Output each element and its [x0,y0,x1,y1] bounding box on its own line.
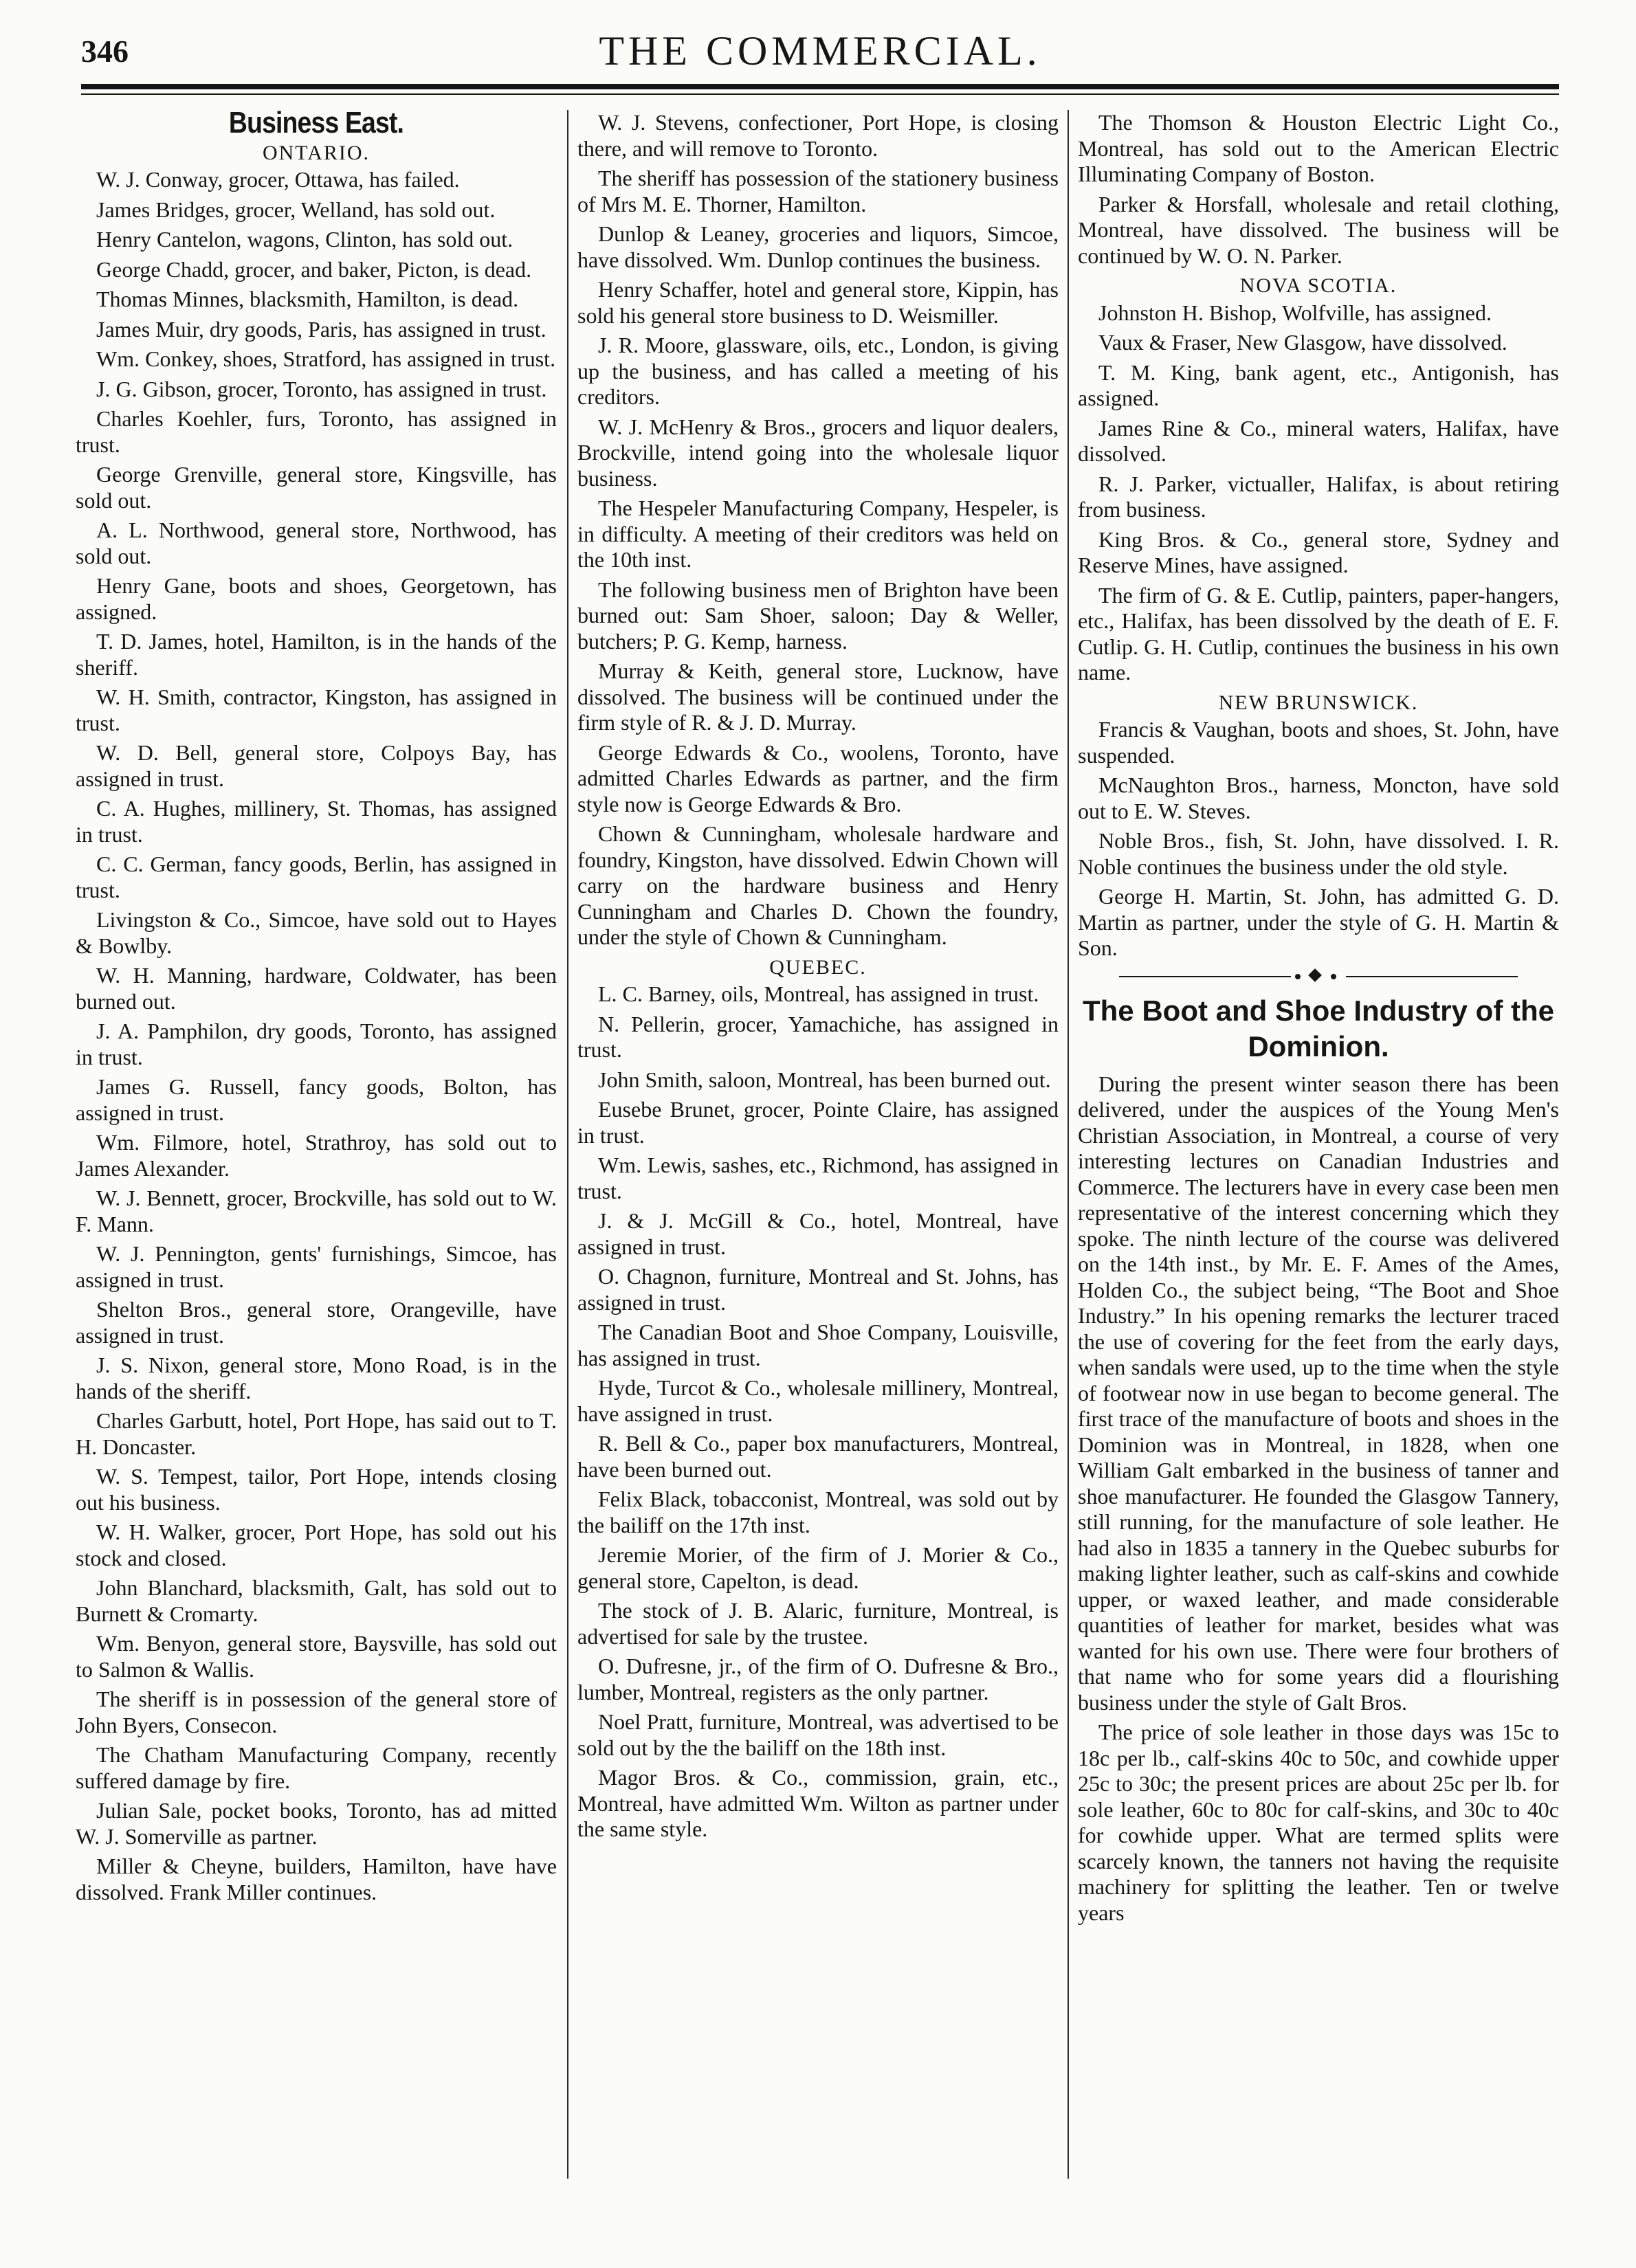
masthead-rule-thin [81,93,1559,95]
notice-item: W. S. Tempest, tailor, Port Hope, intends closing out his business. [76,1464,557,1515]
masthead-rule-thick [81,84,1559,89]
notice-item: R. J. Parker, victualler, Halifax, is about retiring from business. [1078,471,1559,522]
notice-item: Julian Sale, pocket books, Toronto, has ad mitted W. J. Somerville as partner. [76,1798,557,1849]
quebec-notices [577,981,1059,1843]
notice-item: W. J. Stevens, confectioner, Port Hope, is closing there, and will remove to Toronto. [577,110,1059,161]
article-body [1078,1071,1559,1926]
notice-item: The sheriff has possession of the stationery business of Mrs M. E. Thorner, Hamilton. [577,166,1059,216]
notice-item: C. A. Hughes, millinery, St. Thomas, has assigned in trust. [76,796,557,847]
notice-item: George Edwards & Co., woolens, Toronto, have admitted Charles Edwards as partner, and the firm style now is George Edwards & Bro. [577,740,1059,816]
article-paragraph: The price of sole leather in those days was 15c to 18c per lb., calf-skins 40c to 50c, and cowhide upper 25c to 30c; the present prices are about 25c per lb. for sole leather, 60c to 80c for calf-skins, and 30c to 40c for cowhide upper. What are termed splits were scarcely known, the tanners not having the requisite machinery for splitting the leather. Ten or twelve years [1078,1720,1559,1925]
quebec-notices-continued [1078,110,1559,269]
notice-item: Wm. Filmore, hotel, Strathroy, has sold out to James Alexander. [76,1130,557,1181]
notice-item: The stock of J. B. Alaric, furniture, Montreal, is advertised for sale by the trustee. [577,1598,1059,1649]
sub-heading-quebec: QUEBEC. [769,955,867,979]
article-paragraph: During the present winter season there has been delivered, under the auspices of the Young Men's Christian Association, in Montreal, a course of very interesting lectures on Canadian Industries and Commerce. The lecturers have in every case been men representative of the interest concerning which they spoke. The ninth lecture of the course was delivered on the 14th inst., by Mr. E. F. Ames of the Ames, Holden Co., the subject being, “The Boot and Shoe Industry.” In his opening remarks the lecturer traced the use of covering for the feet from the early days, when sandals were used, up to the time when the style of footwear now in use began to become general. The first trace of the manufacture of boots and shoes in the Dominion was in Montreal, in 1828, when one William Galt embarked in the business of tanner and shoe manufacturer. He founded the Glasgow Tannery, still running, for the manufacture of sole leather. He had also in 1835 a tannery in the Quebec suburbs for making lighter leather, such as calf-skins and cowhide upper, or waxed leather, and made considerable quantities of leather for market, besides what was wanted for his own use. There were four brothers of that name who for some years did a flourishing business under the style of Galt Bros. [1078,1071,1559,1715]
notice-item: George Grenville, general store, Kingsville, has sold out. [76,462,557,513]
notice-item: Jeremie Morier, of the firm of J. Morier & Co., general store, Capelton, is dead. [577,1542,1059,1593]
notice-item: Henry Schaffer, hotel and general store, Kippin, has sold his general store business to D. Weismiller. [577,277,1059,328]
notice-item: George Chadd, grocer, and baker, Picton, is dead. [96,256,532,282]
notice-item: Thomas Minnes, blacksmith, Hamilton, is dead. [96,287,519,311]
nova-scotia-notices [1078,300,1559,686]
ontario-notices-continued [577,110,1059,950]
notice-item: The Hespeler Manufacturing Company, Hespeler, is in difficulty. A meeting of their creditors was held on the 10th inst. [577,496,1059,572]
notice-item: George H. Martin, St. John, has admitted G. D. Martin as partner, under the style of G. H. Martin & Son. [1078,884,1559,960]
notice-item: King Bros. & Co., general store, Sydney and Reserve Mines, have assigned. [1078,526,1559,577]
notice-item: W. J. Pennington, gents' furnishings, Simcoe, has assigned in trust. [76,1241,557,1292]
notice-item: A. L. Northwood, general store, Northwood, has sold out. [76,518,557,568]
journal-title: THE COMMERCIAL. [599,28,1041,74]
notice-item: Shelton Bros., general store, Orangeville, have assigned in trust. [76,1297,557,1348]
notice-item: J. & J. McGill & Co., hotel, Montreal, have assigned in trust. [577,1208,1059,1259]
notice-item: T. D. James, hotel, Hamilton, is in the hands of the sheriff. [76,629,557,680]
masthead [81,27,1559,82]
notice-item: Wm. Benyon, general store, Baysville, has sold out to Salmon & Wallis. [76,1631,557,1682]
notice-item: James Rine & Co., mineral waters, Halifax, have dissolved. [1078,415,1559,466]
notice-item: James Bridges, grocer, Welland, has sold out. [96,197,496,222]
new-brunswick-notices [1078,717,1559,961]
notice-item: James Muir, dry goods, Paris, has assigned in trust. [96,316,546,342]
notice-item: O. Chagnon, furniture, Montreal and St. Johns, has assigned in trust. [577,1264,1059,1315]
notice-item: The firm of G. & E. Cutlip, painters, paper-hangers, etc., Halifax, has been dissolved by the death of E. F. Cutlip. G. H. Cutlip, continues the business in his own name. [1078,582,1559,685]
column-3 [1078,110,1559,2186]
notice-item: Hyde, Turcot & Co., wholesale millinery, Montreal, have assigned in trust. [577,1375,1059,1426]
notice-item: John Smith, saloon, Montreal, has been burned out. [598,1067,1051,1092]
notice-item: J. G. Gibson, grocer, Toronto, has assigned in trust. [96,376,547,401]
notice-item: L. C. Barney, oils, Montreal, has assigned in trust. [598,981,1039,1006]
notice-item: Parker & Horsfall, wholesale and retail clothing, Montreal, have dissolved. The business will be continued by W. O. N. Parker. [1078,191,1559,268]
notice-item: W. H. Manning, hardware, Coldwater, has been burned out. [76,963,557,1014]
section-heading-business-east: Business East. [228,110,404,140]
notice-item: Eusebe Brunet, grocer, Pointe Claire, has assigned in trust. [577,1097,1059,1148]
ornamental-divider [1078,968,1559,985]
notice-item: The Canadian Boot and Shoe Company, Louisville, has assigned in trust. [577,1320,1059,1370]
notice-item: Henry Gane, boots and shoes, Georgetown, has assigned. [76,573,557,624]
notice-item: J. R. Moore, glassware, oils, etc., London, is giving up the business, and has called a meeting of his creditors. [577,333,1059,409]
notice-item: J. S. Nixon, general store, Mono Road, is in the hands of the sheriff. [76,1353,557,1403]
notice-item: Noel Pratt, furniture, Montreal, was advertised to be sold out by the the bailiff on the 18th inst. [577,1709,1059,1760]
notice-item: J. A. Pamphilon, dry goods, Toronto, has assigned in trust. [76,1019,557,1069]
notice-item: Magor Bros. & Co., commission, grain, etc., Montreal, have admitted Wm. Wilton as partner under the same style. [577,1765,1059,1841]
notice-item: The Chatham Manufacturing Company, recently suffered damage by fire. [76,1742,557,1793]
notice-item: W. D. Bell, general store, Colpoys Bay, has assigned in trust. [76,740,557,791]
notice-item: O. Dufresne, jr., of the firm of O. Dufresne & Bro., lumber, Montreal, registers as the only partner. [577,1654,1059,1704]
ontario-notices [76,167,557,1905]
notice-item: W. J. Conway, grocer, Ottawa, has failed. [96,167,460,192]
notice-item: W. J. Bennett, grocer, Brockville, has sold out to W. F. Mann. [76,1186,557,1236]
page-number: 346 [81,34,129,69]
notice-item: W. H. Smith, contractor, Kingston, has assigned in trust. [76,685,557,735]
notice-item: Livingston & Co., Simcoe, have sold out to Hayes & Bowlby. [76,907,557,958]
notice-item: Henry Cantelon, wagons, Clinton, has sold out. [96,227,513,252]
notice-item: The following business men of Brighton have been burned out: Sam Shoer, saloon; Day & Weller, butchers; P. G. Kemp, harness. [577,577,1059,654]
notice-item: Dunlop & Leaney, groceries and liquors, Simcoe, have dissolved. Wm. Dunlop continues the business. [577,221,1059,272]
sub-heading-new-brunswick: NEW BRUNSWICK. [1218,691,1419,714]
notice-item: Charles Koehler, furs, Toronto, has assigned in trust. [76,406,557,457]
column-2 [577,110,1059,2186]
notice-item: Miller & Cheyne, builders, Hamilton, have have dissolved. Frank Miller continues. [76,1854,557,1904]
notice-item: Johnston H. Bishop, Wolfville, has assigned. [1098,300,1492,325]
notice-item: T. M. King, bank agent, etc., Antigonish, has assigned. [1078,359,1559,410]
notice-item: Murray & Keith, general store, Lucknow, have dissolved. The business will be continued under the firm style of R. & J. D. Murray. [577,658,1059,735]
notice-item: Felix Black, tobacconist, Montreal, was sold out by the bailiff on the 17th inst. [577,1487,1059,1537]
notice-item: Noble Bros., fish, St. John, have dissolved. I. R. Noble continues the business under the old style. [1078,828,1559,879]
article-title: The Boot and Shoe Industry of the Dominion. [1083,994,1554,1063]
column-divider [1068,110,1069,2179]
column-divider [567,110,568,2179]
notice-item: Francis & Vaughan, boots and shoes, St. John, have suspended. [1078,717,1559,768]
column-1 [76,110,557,2186]
sub-heading-nova-scotia: NOVA SCOTIA. [1239,274,1397,297]
notice-item: Vaux & Fraser, New Glasgow, have dissolved. [1098,330,1507,355]
sub-heading-ontario: ONTARIO. [262,141,371,164]
notice-item: R. Bell & Co., paper box manufacturers, Montreal, have been burned out. [577,1431,1059,1482]
notice-item: C. C. German, fancy goods, Berlin, has assigned in trust. [76,852,557,902]
notice-item: Chown & Cunningham, wholesale hardware and foundry, Kingston, have dissolved. Edwin Chown will carry on the hardware business and Henry Cunningham and Charles D. Chown the foundry, under the style of Chown & Cunningham. [577,821,1059,949]
notice-item: John Blanchard, blacksmith, Galt, has sold out to Burnett & Cromarty. [76,1575,557,1626]
notice-item: The Thomson & Houston Electric Light Co., Montreal, has sold out to the American Electric Illuminating Company of Boston. [1078,110,1559,186]
notice-item: Wm. Conkey, shoes, Stratford, has assigned in trust. [96,346,556,371]
notice-item: Wm. Lewis, sashes, etc., Richmond, has assigned in trust. [577,1153,1059,1203]
notice-item: W. H. Walker, grocer, Port Hope, has sold out his stock and closed. [76,1520,557,1570]
notice-item: James G. Russell, fancy goods, Bolton, has assigned in trust. [76,1074,557,1125]
notice-item: The sheriff is in possession of the general store of John Byers, Consecon. [76,1687,557,1737]
notice-item: Charles Garbutt, hotel, Port Hope, has said out to T. H. Doncaster. [76,1408,557,1459]
notice-item: W. J. McHenry & Bros., grocers and liquor dealers, Brockville, intend going into the wholesale liquor business. [577,414,1059,491]
notice-item: McNaughton Bros., harness, Moncton, have sold out to E. W. Steves. [1078,772,1559,823]
notice-item: N. Pellerin, grocer, Yamachiche, has assigned in trust. [577,1011,1059,1062]
